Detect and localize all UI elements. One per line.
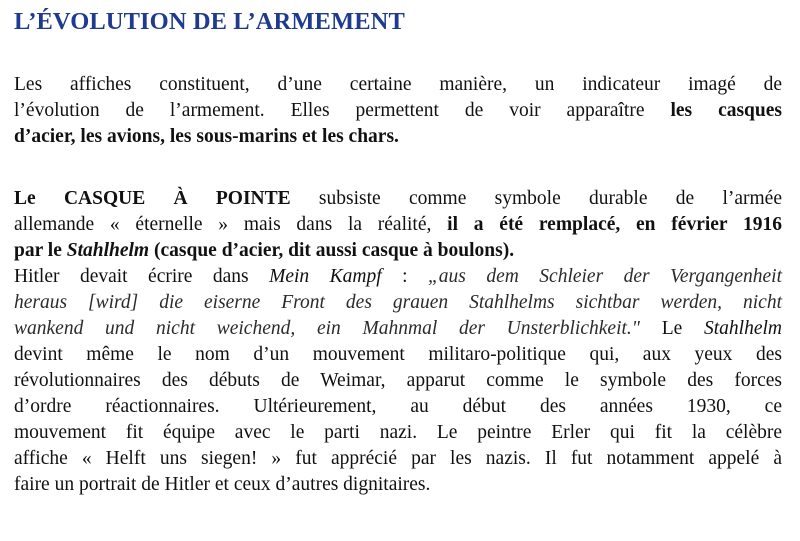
text-run: d’ordre réactionnaires. Ultérieurement, au début des années 1930, ce <box>14 396 782 417</box>
text-line <box>14 342 782 368</box>
bold-text: Le CASQUE À POINTE <box>14 188 291 209</box>
text-run: subsiste comme symbole durable de l’armée <box>290 188 782 209</box>
quote-text: wankend und nicht weichend, ein Mahnmal der Unsterblichkeit." <box>14 318 640 339</box>
text-line <box>14 316 782 342</box>
text-run: faire un portrait de Hitler et ceux d’autres dignitaires. <box>14 474 431 495</box>
text-run: Le <box>639 318 704 339</box>
text-run: affiche « Helft uns siegen! » fut apprécié par les nazis. Il fut notamment appelé à <box>14 448 782 469</box>
text-line <box>14 186 782 212</box>
bold-text: (casque d’acier, dit aussi casque à boulons). <box>149 240 515 261</box>
text-run: allemande « éternelle » mais dans la réalité, <box>14 214 448 235</box>
text-run: Hitler devait écrire dans <box>14 266 270 287</box>
text-line <box>14 446 782 472</box>
text-line <box>14 472 782 498</box>
text-line <box>14 212 782 238</box>
hitler-paragraph <box>14 264 782 498</box>
bold-text: il a été remplacé, en février 1916 <box>447 214 783 235</box>
helmet-paragraph <box>14 186 782 264</box>
italic-text: Stahlhelm <box>703 318 782 339</box>
quote-text: heraus [wird] die eiserne Front des grauen Stahlhelms sichtbar werden, nicht <box>14 292 782 313</box>
text-run: mouvement fit équipe avec le parti nazi. Le peintre Erler qui fit la célèbre <box>14 422 782 443</box>
text-run: devint même le nom d’un mouvement militaro-politique qui, aux yeux des <box>14 344 782 365</box>
bold-text: les casques <box>670 100 782 121</box>
text-line <box>14 394 782 420</box>
text-line <box>14 238 782 264</box>
italic-text: Mein Kampf <box>269 266 382 287</box>
page-title: L’ÉVOLUTION DE L’ARMEMENT <box>14 8 405 35</box>
text-line <box>14 420 782 446</box>
text-line <box>14 290 782 316</box>
intro-paragraph <box>14 72 782 150</box>
text-line <box>14 368 782 394</box>
text-run: l’évolution de l’armement. Elles permettent de voir apparaître <box>14 100 671 121</box>
bold-text: d’acier, les avions, les sous-marins et les chars. <box>14 126 399 147</box>
text-line <box>14 124 782 150</box>
text-line <box>14 72 782 98</box>
bold-text: par le <box>14 240 67 261</box>
text-run: révolutionnaires des débuts de Weimar, apparut comme le symbole des forces <box>14 370 782 391</box>
text-line <box>14 264 782 290</box>
text-run: : <box>381 266 428 287</box>
quote-text: „aus dem Schleier der Vergangenheit <box>427 266 782 287</box>
italic-bold-text: Stahlhelm <box>66 240 150 261</box>
text-line <box>14 98 782 124</box>
text-run: Les affiches constituent, d’une certaine manière, un indicateur imagé de <box>14 74 782 95</box>
